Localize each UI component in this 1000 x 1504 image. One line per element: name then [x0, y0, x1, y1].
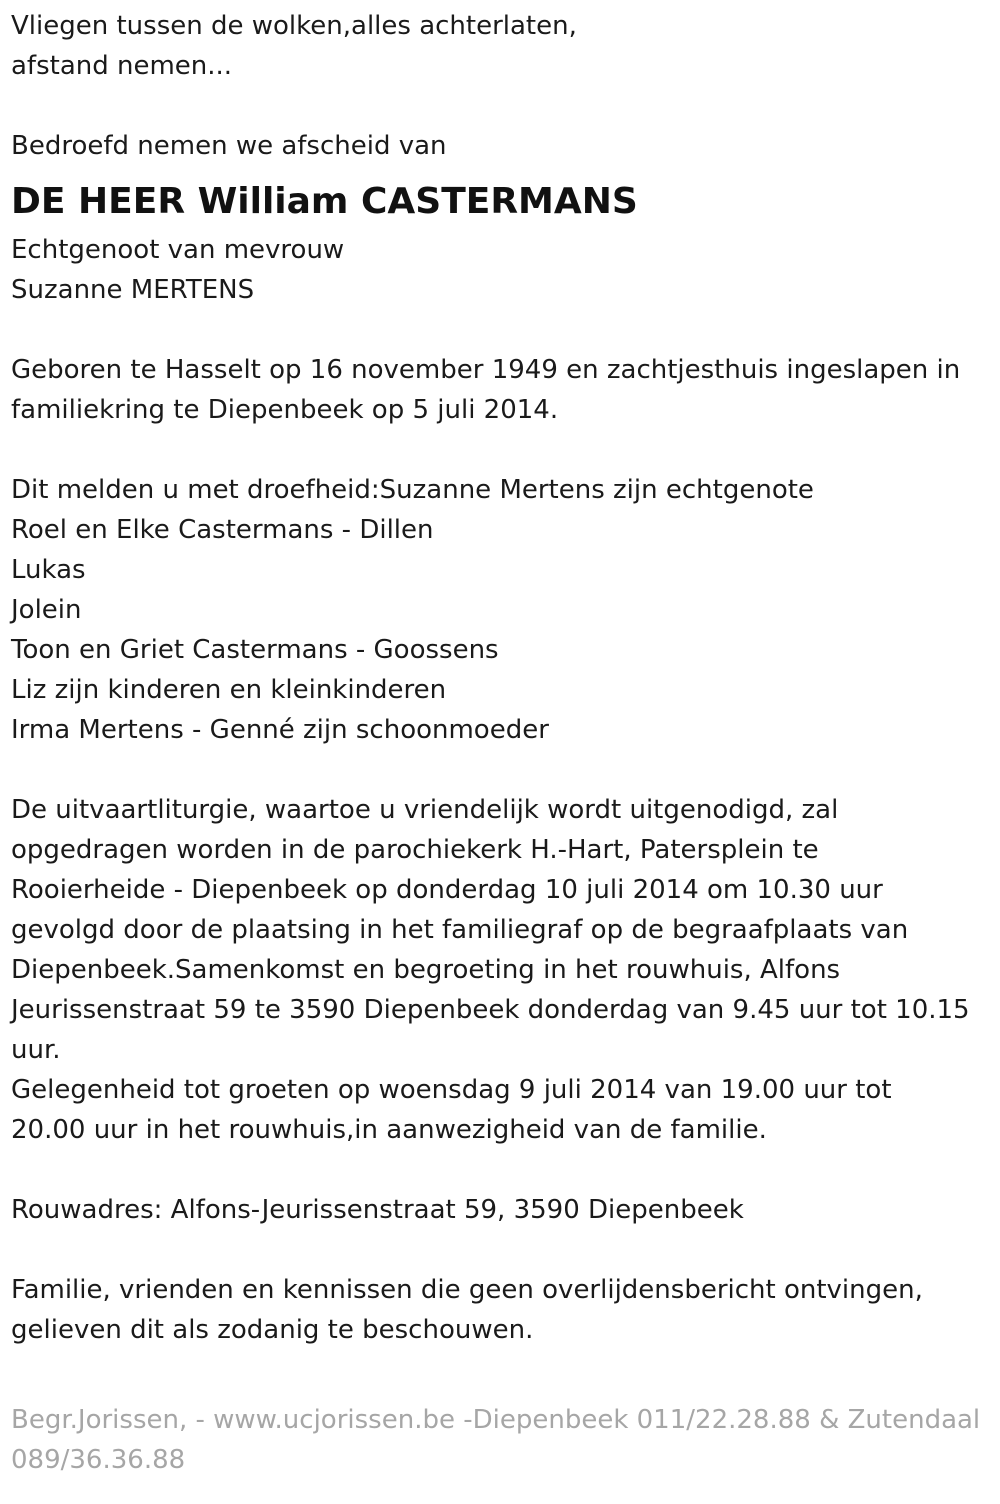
- intro-line-2: afstand nemen...: [11, 51, 233, 81]
- ceremony-line: opgedragen worden in de parochiekerk H.-Hart, Patersplein te: [11, 835, 819, 865]
- spacer: [11, 86, 991, 126]
- family-line: Lukas: [11, 555, 86, 585]
- ceremony-info: [11, 790, 991, 1150]
- footer-line-1: Begr.Jorissen, - www.ucjorissen.be -Diepenbeek 011/22.28.88 & Zutendaal: [11, 1405, 981, 1435]
- spacer: [11, 1230, 991, 1270]
- spacer: [11, 1350, 991, 1390]
- ceremony-line: Diepenbeek.Samenkomst en begroeting in het rouwhuis, Alfons: [11, 955, 841, 985]
- spouse-line-1: Echtgenoot van mevrouw: [11, 235, 345, 265]
- ceremony-line: Gelegenheid tot groeten op woensdag 9 juli 2014 van 19.00 uur tot: [11, 1075, 892, 1105]
- mourning-address: Rouwadres: Alfons-Jeurissenstraat 59, 3590 Diepenbeek: [11, 1195, 744, 1225]
- ceremony-line: uur.: [11, 1035, 61, 1065]
- spacer: [11, 1150, 991, 1190]
- birth-death-info: [11, 350, 991, 430]
- intro-poem: [11, 6, 991, 86]
- spacer: [11, 750, 991, 790]
- notice-text: [11, 1270, 991, 1350]
- birth-death-line-2: familiekring te Diepenbeek op 5 juli 2014.: [11, 395, 559, 425]
- funeral-home-footer: [11, 1400, 991, 1480]
- announcement-text: Bedroefd nemen we afscheid van: [11, 131, 447, 161]
- notice-line-1: Familie, vrienden en kennissen die geen overlijdensbericht ontvingen,: [11, 1275, 923, 1305]
- spacer: [11, 310, 991, 350]
- obituary-document: [11, 6, 991, 1480]
- ceremony-line: 20.00 uur in het rouwhuis,in aanwezigheid van de familie.: [11, 1115, 767, 1145]
- family-line: Toon en Griet Castermans - Goossens: [11, 635, 499, 665]
- ceremony-line: gevolgd door de plaatsing in het familiegraf op de begraafplaats van: [11, 915, 909, 945]
- intro-line-1: Vliegen tussen de wolken,alles achterlaten,: [11, 11, 577, 41]
- notice-line-2: gelieven dit als zodanig te beschouwen.: [11, 1315, 534, 1345]
- spouse-info: [11, 230, 991, 310]
- family-line: Jolein: [11, 595, 82, 625]
- ceremony-line: Rooierheide - Diepenbeek op donderdag 10 juli 2014 om 10.30 uur: [11, 875, 883, 905]
- ceremony-line: Jeurissenstraat 59 te 3590 Diepenbeek donderdag van 9.45 uur tot 10.15: [11, 995, 970, 1025]
- birth-death-line-1: Geboren te Hasselt op 16 november 1949 en zachtjesthuis ingeslapen in: [11, 355, 961, 385]
- ceremony-line: De uitvaartliturgie, waartoe u vriendelijk wordt uitgenodigd, zal: [11, 795, 839, 825]
- family-line: Irma Mertens - Genné zijn schoonmoeder: [11, 715, 549, 745]
- family-line: Liz zijn kinderen en kleinkinderen: [11, 675, 447, 705]
- family-list: [11, 470, 991, 750]
- deceased-name: DE HEER William CASTERMANS: [11, 181, 638, 222]
- family-line: Dit melden u met droefheid:Suzanne Mertens zijn echtgenote: [11, 475, 814, 505]
- spouse-line-2: Suzanne MERTENS: [11, 275, 255, 305]
- family-line: Roel en Elke Castermans - Dillen: [11, 515, 434, 545]
- spacer: [11, 430, 991, 470]
- footer-line-2: 089/36.36.88: [11, 1445, 186, 1475]
